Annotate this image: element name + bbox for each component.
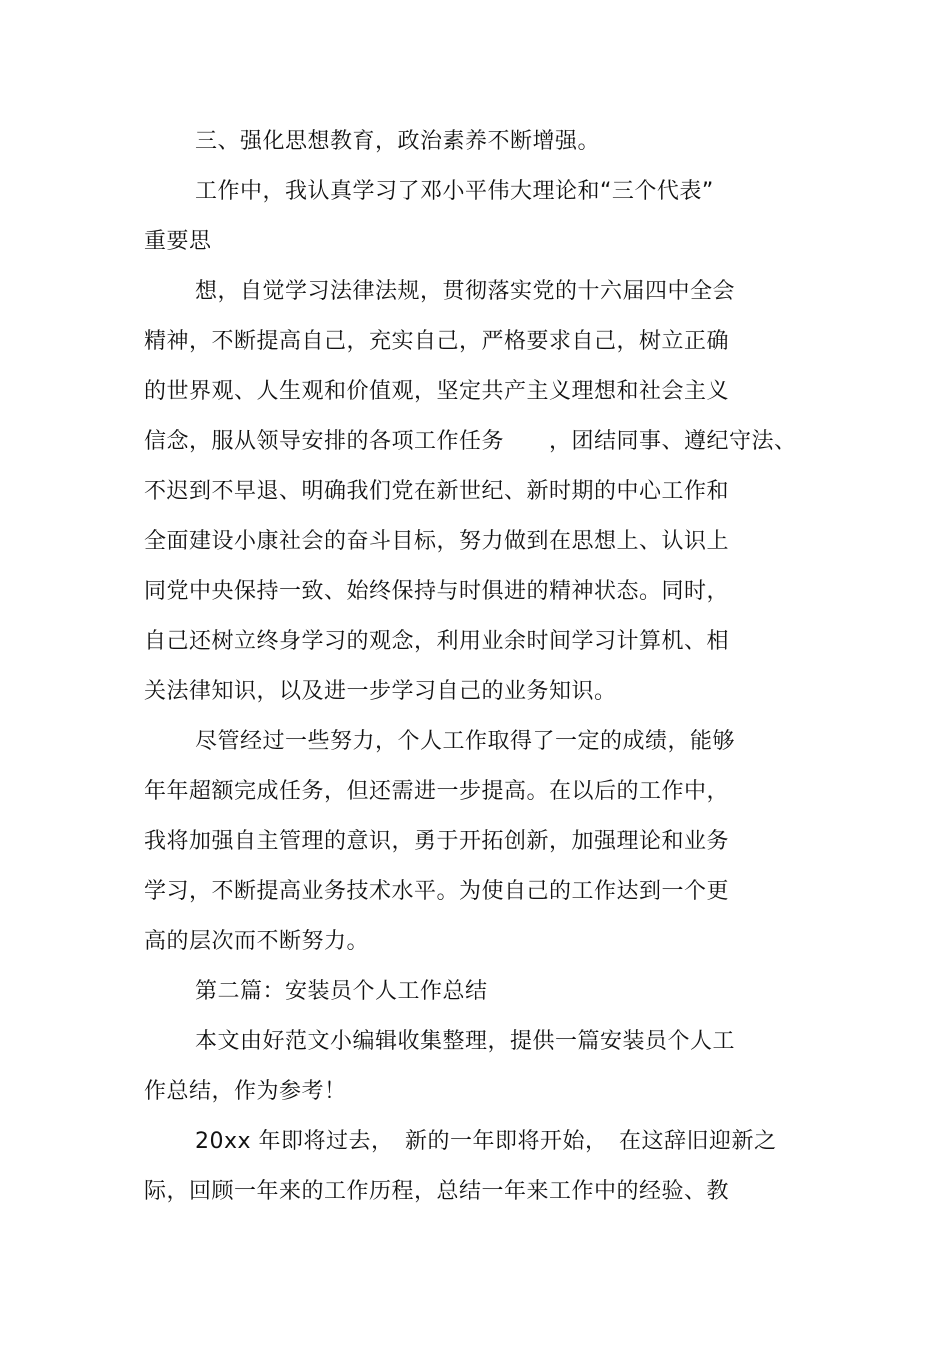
paragraph-line: 不迟到不早退、明确我们党在新世纪、新时期的中心工作和: [144, 479, 730, 504]
paragraph-line: 工作中，我认真学习了邓小平伟大理论和“三个代表”: [195, 179, 714, 204]
paragraph-line: 同党中央保持一致、始终保持与时俱进的精神状态。同时，: [144, 579, 730, 604]
paragraph-line: 信念，服从领导安排的各项工作任务 ，团结同事、遵纪守法、: [144, 429, 797, 454]
paragraph-line: 学习，不断提高业务技术水平。为使自己的工作达到一个更: [144, 879, 730, 904]
paragraph-line: 精神，不断提高自己，充实自己，严格要求自己，树立正确: [144, 329, 730, 354]
paragraph-line: 的世界观、人生观和价值观，坚定共产主义理想和社会主义: [144, 379, 730, 404]
paragraph-line: 我将加强自主管理的意识，勇于开拓创新，加强理论和业务: [144, 829, 730, 854]
paragraph-line: 关法律知识，以及进一步学习自己的业务知识。: [144, 679, 617, 704]
paragraph-line: 想，自觉学习法律法规，贯彻落实党的十六届四中全会: [195, 279, 736, 304]
section-heading: 第二篇：安装员个人工作总结: [195, 979, 488, 1004]
paragraph-line: 本文由好范文小编辑收集整理，提供一篇安装员个人工: [195, 1029, 736, 1054]
paragraph-line: 三、强化思想教育，政治素养不断增强。: [195, 129, 601, 154]
paragraph-line: 作总结，作为参考！: [144, 1079, 347, 1104]
paragraph-line: 20xx 年即将过去， 新的一年即将开始， 在这辞旧迎新之: [195, 1129, 777, 1154]
paragraph-line: 高的层次而不断努力。: [144, 929, 370, 954]
paragraph-line: 际，回顾一年来的工作历程，总结一年来工作中的经验、教: [144, 1179, 730, 1204]
paragraph-line: 尽管经过一些努力，个人工作取得了一定的成绩，能够: [195, 729, 736, 754]
paragraph-line: 年年超额完成任务，但还需进一步提高。在以后的工作中，: [144, 779, 730, 804]
paragraph-line: 重要思: [144, 229, 212, 254]
paragraph-line: 全面建设小康社会的奋斗目标，努力做到在思想上、认识上: [144, 529, 730, 554]
paragraph-line: 自己还树立终身学习的观念，利用业余时间学习计算机、相: [144, 629, 730, 654]
